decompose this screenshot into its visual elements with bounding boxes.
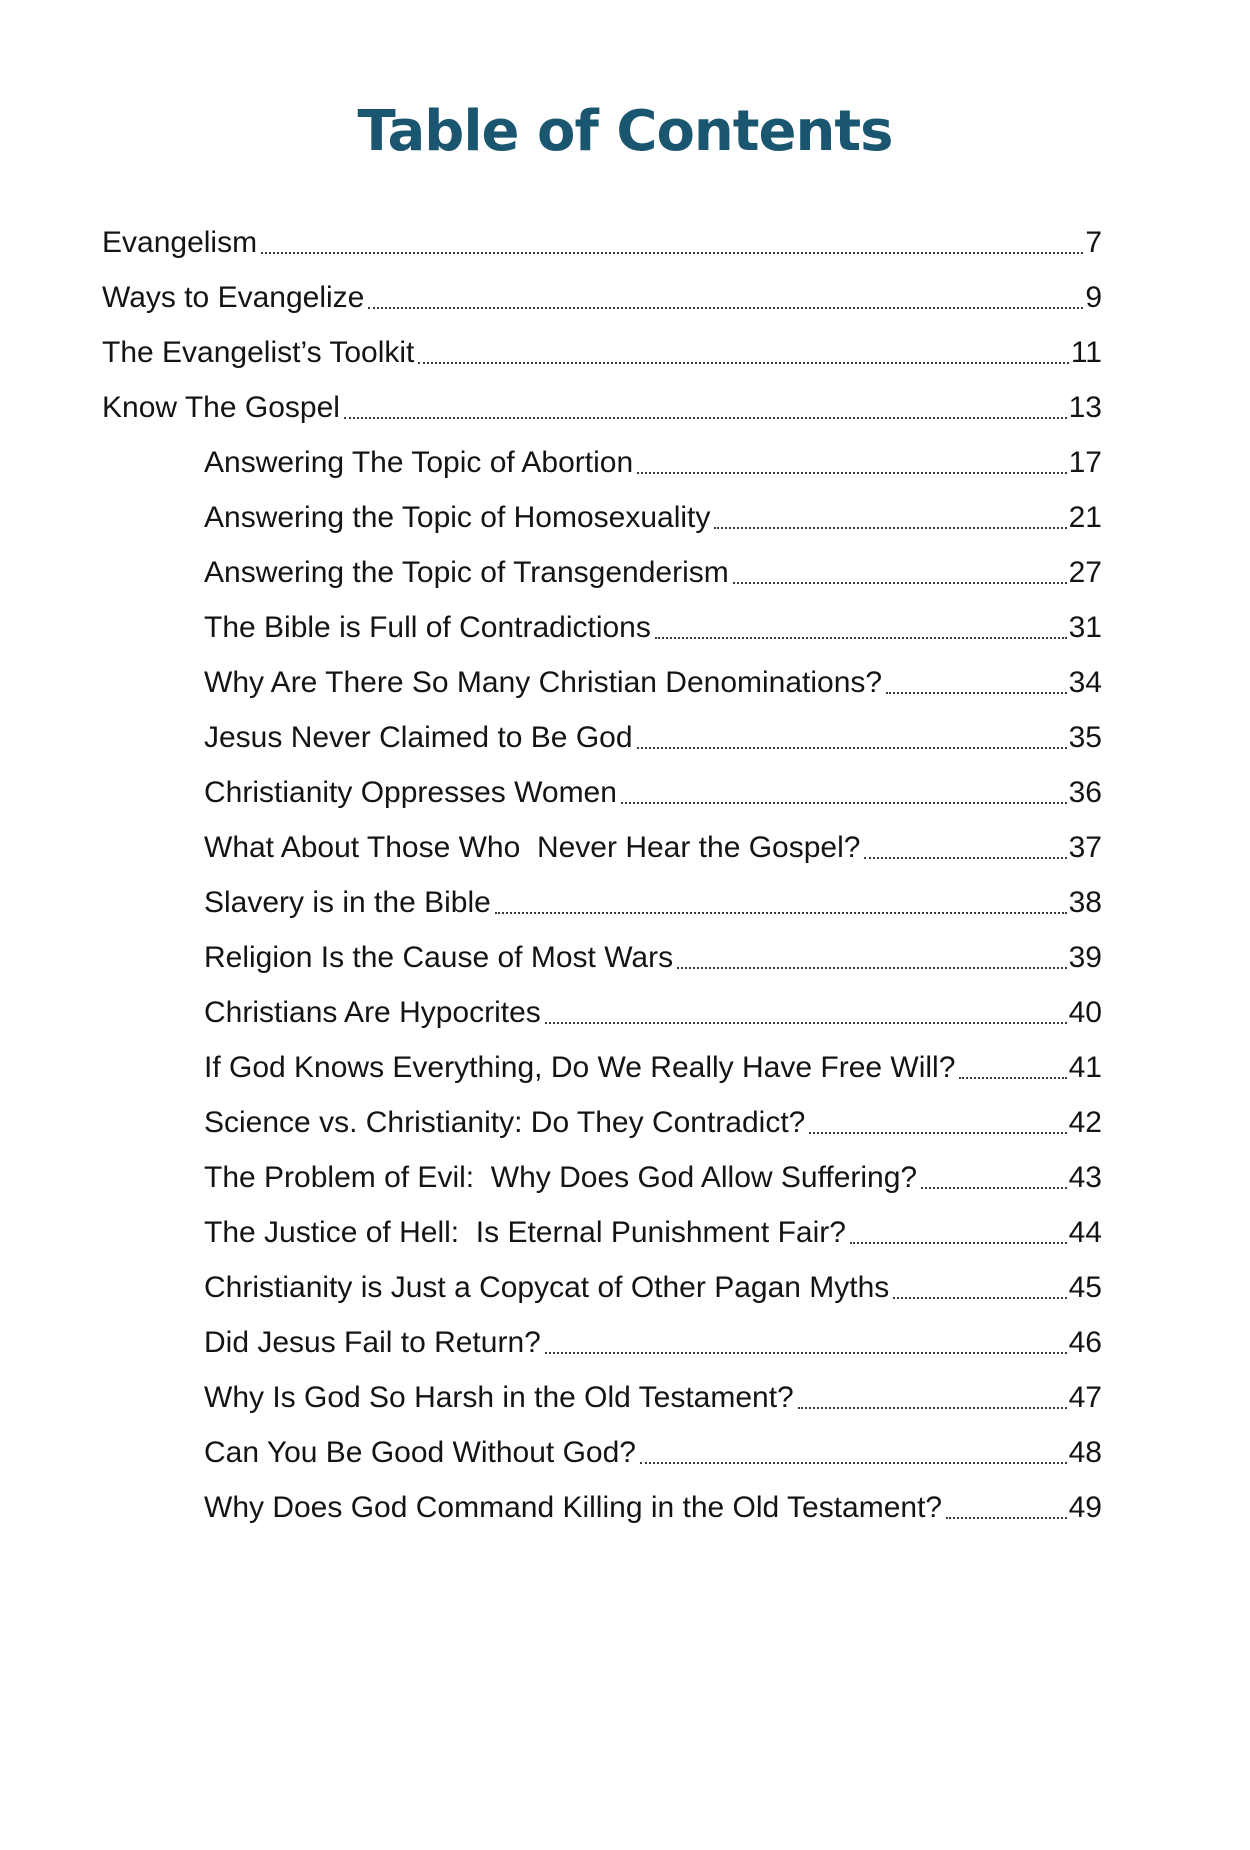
toc-entry-page-number: 44 (1068, 1216, 1102, 1249)
dot-leader (545, 1022, 1067, 1024)
toc-entry-page-number: 34 (1068, 666, 1102, 699)
dot-leader (886, 692, 1067, 694)
toc-entry[interactable] (204, 1253, 1102, 1308)
toc-entry[interactable] (204, 648, 1102, 703)
dot-leader (655, 637, 1067, 639)
dot-leader (677, 967, 1067, 969)
dot-leader (640, 1462, 1067, 1464)
dot-leader (798, 1407, 1067, 1409)
dot-leader (261, 252, 1083, 254)
toc-entry-page-number: 13 (1068, 391, 1102, 424)
toc-entry[interactable] (204, 1308, 1102, 1363)
toc-entry-page-number: 7 (1085, 226, 1102, 259)
toc-entry-page-number: 9 (1085, 281, 1102, 314)
toc-entry-page-number: 27 (1068, 556, 1102, 589)
toc-entry-page-number: 45 (1068, 1271, 1102, 1304)
toc-entry-title: Ways to Evangelize (102, 281, 365, 314)
dot-leader (864, 857, 1066, 859)
toc-entry-page-number: 31 (1068, 611, 1102, 644)
toc-entry-title: Science vs. Christianity: Do They Contradict? (204, 1106, 806, 1139)
toc-entry-page-number: 41 (1068, 1051, 1102, 1084)
page-title: Table of Contents (357, 99, 893, 164)
toc-entry-title: Answering the Topic of Transgenderism (204, 556, 729, 589)
toc-entry-page-number: 36 (1068, 776, 1102, 809)
toc-entry-page-number: 42 (1068, 1106, 1102, 1139)
dot-leader (545, 1352, 1067, 1354)
toc-entry-page-number: 17 (1068, 446, 1102, 479)
toc-entry[interactable] (204, 1418, 1102, 1473)
toc-entry[interactable] (204, 978, 1102, 1033)
toc-entry-title: Can You Be Good Without God? (204, 1436, 636, 1469)
toc-entry[interactable] (204, 1088, 1102, 1143)
toc-entry-title: Evangelism (102, 226, 258, 259)
dot-leader (637, 747, 1067, 749)
dot-leader (368, 307, 1083, 309)
toc-entry-title: Why Does God Command Killing in the Old Testament? (204, 1491, 943, 1524)
toc-entry-title: What About Those Who Never Hear the Gospel? (204, 831, 861, 864)
toc-entry-page-number: 48 (1068, 1436, 1102, 1469)
toc-entry-page-number: 43 (1068, 1161, 1102, 1194)
toc-entry-title: Answering the Topic of Homosexuality (204, 501, 711, 534)
toc-entry-title: The Justice of Hell: Is Eternal Punishment Fair? (204, 1216, 846, 1249)
toc-entry-title: Answering The Topic of Abortion (204, 446, 634, 479)
toc-entry[interactable] (102, 263, 1102, 318)
toc-entry[interactable] (204, 758, 1102, 813)
dot-leader (959, 1077, 1066, 1079)
toc-entry[interactable] (204, 1033, 1102, 1088)
toc-entry[interactable] (102, 318, 1102, 373)
toc-entry-title: The Evangelist’s Toolkit (102, 336, 415, 369)
dot-leader (637, 472, 1066, 474)
toc-entry[interactable] (204, 868, 1102, 923)
toc-entry-title: Slavery is in the Bible (204, 886, 491, 919)
dot-leader (714, 527, 1066, 529)
toc-entry[interactable] (204, 428, 1102, 483)
toc-entry-title: The Problem of Evil: Why Does God Allow Suffering? (204, 1161, 918, 1194)
toc-entry-title: Jesus Never Claimed to Be God (204, 721, 633, 754)
toc-entry[interactable] (204, 923, 1102, 978)
toc-entry-page-number: 39 (1068, 941, 1102, 974)
dot-leader (344, 417, 1067, 419)
toc-entry[interactable] (204, 703, 1102, 758)
toc-list (0, 208, 1250, 1528)
toc-entry-page-number: 46 (1068, 1326, 1102, 1359)
toc-entry[interactable] (102, 373, 1102, 428)
dot-leader (893, 1297, 1066, 1299)
toc-entry-page-number: 11 (1070, 336, 1102, 369)
toc-entry[interactable] (204, 483, 1102, 538)
dot-leader (946, 1517, 1067, 1519)
toc-entry-title: Know The Gospel (102, 391, 340, 424)
dot-leader (621, 802, 1067, 804)
dot-leader (809, 1132, 1066, 1134)
toc-entry[interactable] (204, 1198, 1102, 1253)
toc-entry-title: Christianity Oppresses Women (204, 776, 617, 809)
toc-entry[interactable] (204, 1363, 1102, 1418)
toc-entry[interactable] (204, 593, 1102, 648)
toc-entry-title: Did Jesus Fail to Return? (204, 1326, 541, 1359)
toc-entry-title: Christians Are Hypocrites (204, 996, 541, 1029)
toc-entry-page-number: 47 (1068, 1381, 1102, 1414)
toc-entry[interactable] (204, 538, 1102, 593)
dot-leader (495, 912, 1067, 914)
toc-entry-page-number: 40 (1068, 996, 1102, 1029)
toc-entry[interactable] (204, 1143, 1102, 1198)
toc-entry-title: Christianity is Just a Copycat of Other Pagan Myths (204, 1271, 890, 1304)
toc-entry-title: Religion Is the Cause of Most Wars (204, 941, 674, 974)
dot-leader (850, 1242, 1067, 1244)
toc-entry-page-number: 49 (1068, 1491, 1102, 1524)
toc-entry-title: Why Are There So Many Christian Denominations? (204, 666, 883, 699)
dot-leader (418, 362, 1068, 364)
toc-entry-page-number: 35 (1068, 721, 1102, 754)
toc-entry[interactable] (204, 813, 1102, 868)
dot-leader (733, 582, 1067, 584)
toc-entry-page-number: 21 (1068, 501, 1102, 534)
dot-leader (921, 1187, 1067, 1189)
toc-entry[interactable] (204, 1473, 1102, 1528)
toc-entry-page-number: 37 (1068, 831, 1102, 864)
toc-entry-title: The Bible is Full of Contradictions (204, 611, 651, 644)
toc-entry-page-number: 38 (1068, 886, 1102, 919)
toc-entry[interactable] (102, 208, 1102, 263)
toc-entry-title: If God Knows Everything, Do We Really Have Free Will? (204, 1051, 956, 1084)
toc-entry-title: Why Is God So Harsh in the Old Testament? (204, 1381, 794, 1414)
